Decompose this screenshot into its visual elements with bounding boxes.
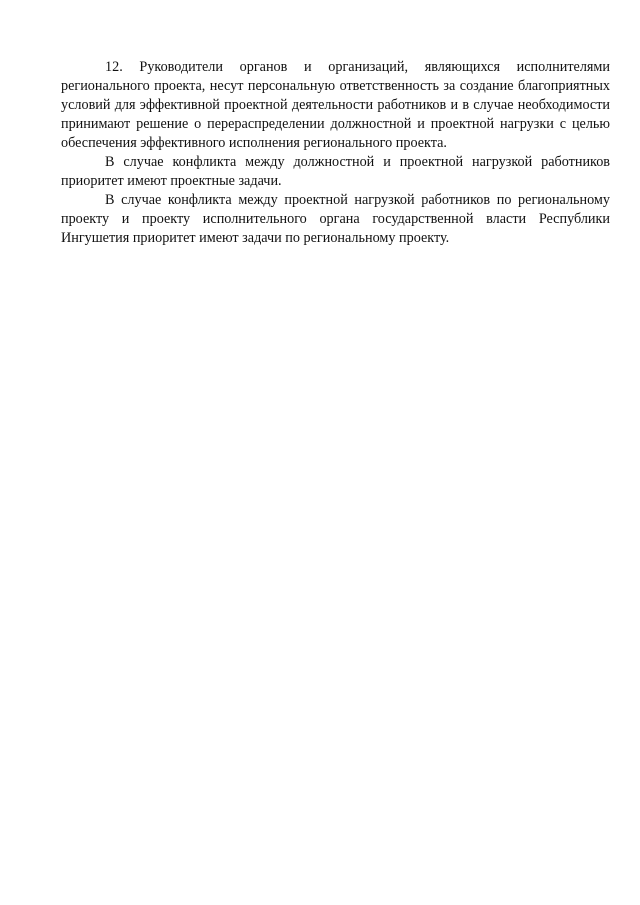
paragraph-regional-priority: В случае конфликта между проектной нагрузкой работников по региональному проекту и проекту исполнительного органа государственной власти Республики Ингушетия приоритет имеют задачи по региональному проекту.: [61, 192, 610, 246]
paragraph-12-responsibility: 12. Руководители органов и организаций, являющихся исполнителями регионального проекта, несут персональную ответственность за создание благоприятных условий для эффективной проектной деятельности работников и в случае необходимости принимают решение о перераспределении должностной и проектной нагрузки с целью обеспечения эффективного исполнения регионального проекта.: [61, 59, 610, 151]
paragraph-conflict-priority: В случае конфликта между должностной и проектной нагрузкой работников приоритет имеют проектные задачи.: [61, 154, 610, 189]
document-body: [61, 58, 610, 248]
